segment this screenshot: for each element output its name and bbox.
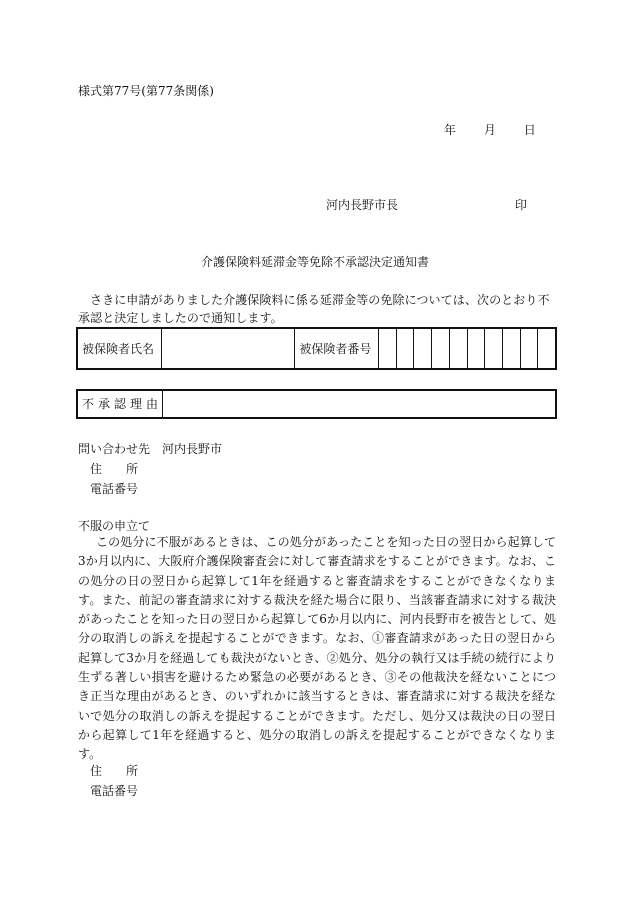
insured-number-label: 被保険者番号 (295, 328, 379, 369)
insured-info-row (77, 328, 556, 369)
seal-mark: 印 (515, 198, 528, 212)
form-number: 様式第77号(第77条関係) (78, 84, 214, 98)
insured-number-digit[interactable] (520, 328, 538, 369)
objection-heading: 不服の申立て (78, 519, 151, 533)
issuer-mayor: 河内長野市長 (326, 198, 399, 212)
date-month: 月 (483, 123, 496, 137)
rejection-reason-table (76, 389, 557, 419)
date-line (444, 124, 536, 136)
insured-name-field[interactable] (161, 328, 295, 369)
insured-number-digit[interactable] (449, 328, 467, 369)
insured-info-table (76, 327, 557, 370)
insured-number-digit[interactable] (379, 328, 397, 369)
insured-number-digit[interactable] (432, 328, 450, 369)
rejection-reason-label: 不承認理由 (77, 390, 163, 418)
insured-number-digit[interactable] (414, 328, 432, 369)
insured-number-digit[interactable] (396, 328, 414, 369)
intro-paragraph: さきに申請がありました介護保険料に係る延滞金等の免除については、次のとおり不承認と決定しましたので通知します。 (78, 293, 550, 325)
contact-address-label: 住 所 (90, 462, 139, 476)
objection-phone-label: 電話番号 (90, 784, 139, 798)
insured-number-digit[interactable] (485, 328, 503, 369)
objection-address-label: 住 所 (90, 764, 139, 778)
document-title: 介護保険料延滞金等免除不承認決定通知書 (200, 255, 429, 269)
rejection-reason-field[interactable] (163, 390, 557, 418)
insured-number-digit[interactable] (538, 328, 556, 369)
insured-number-digit[interactable] (467, 328, 485, 369)
contact-label: 問い合わせ先 河内長野市 (78, 442, 223, 456)
objection-paragraph: この処分に不服があるときは、この処分があったことを知った日の翌日から起算して3か月以内に、大阪府介護保険審査会に対して審査請求をすることができます。なお、この処分の日の翌日から起算して1年を経過すると審査請求をすることができなくなります。また、前記の審査請求に対する裁決を経た場合に限り、当該審査請求に対する裁決があったことを知った日の翌日から起算して6か月以内に、河内長野市を被告として、処分の取消しの訴えを提起することができます。なお、①審査請求があった日の翌日から起算して3か月を経過しても裁決がないとき、②処分、処分の執行又は手続の続行により生ずる著しい損害を避けるため緊急の必要があるとき、③その他裁決を経ないことにつき正当な理由があるとき、のいずれかに該当するときは、審査請求に対する裁決を経ないで処分の取消しの訴えを提起することができます。ただし、処分又は裁決の日の翌日から起算して1年を経過すると、処分の取消しの訴えを提起することができなくなります。 (78, 535, 556, 762)
rejection-reason-row (77, 390, 556, 418)
date-year: 年 (444, 123, 457, 137)
insured-number-digit[interactable] (502, 328, 520, 369)
date-day: 日 (523, 123, 536, 137)
insured-name-label: 被保険者氏名 (77, 328, 161, 369)
contact-phone-label: 電話番号 (90, 482, 139, 496)
